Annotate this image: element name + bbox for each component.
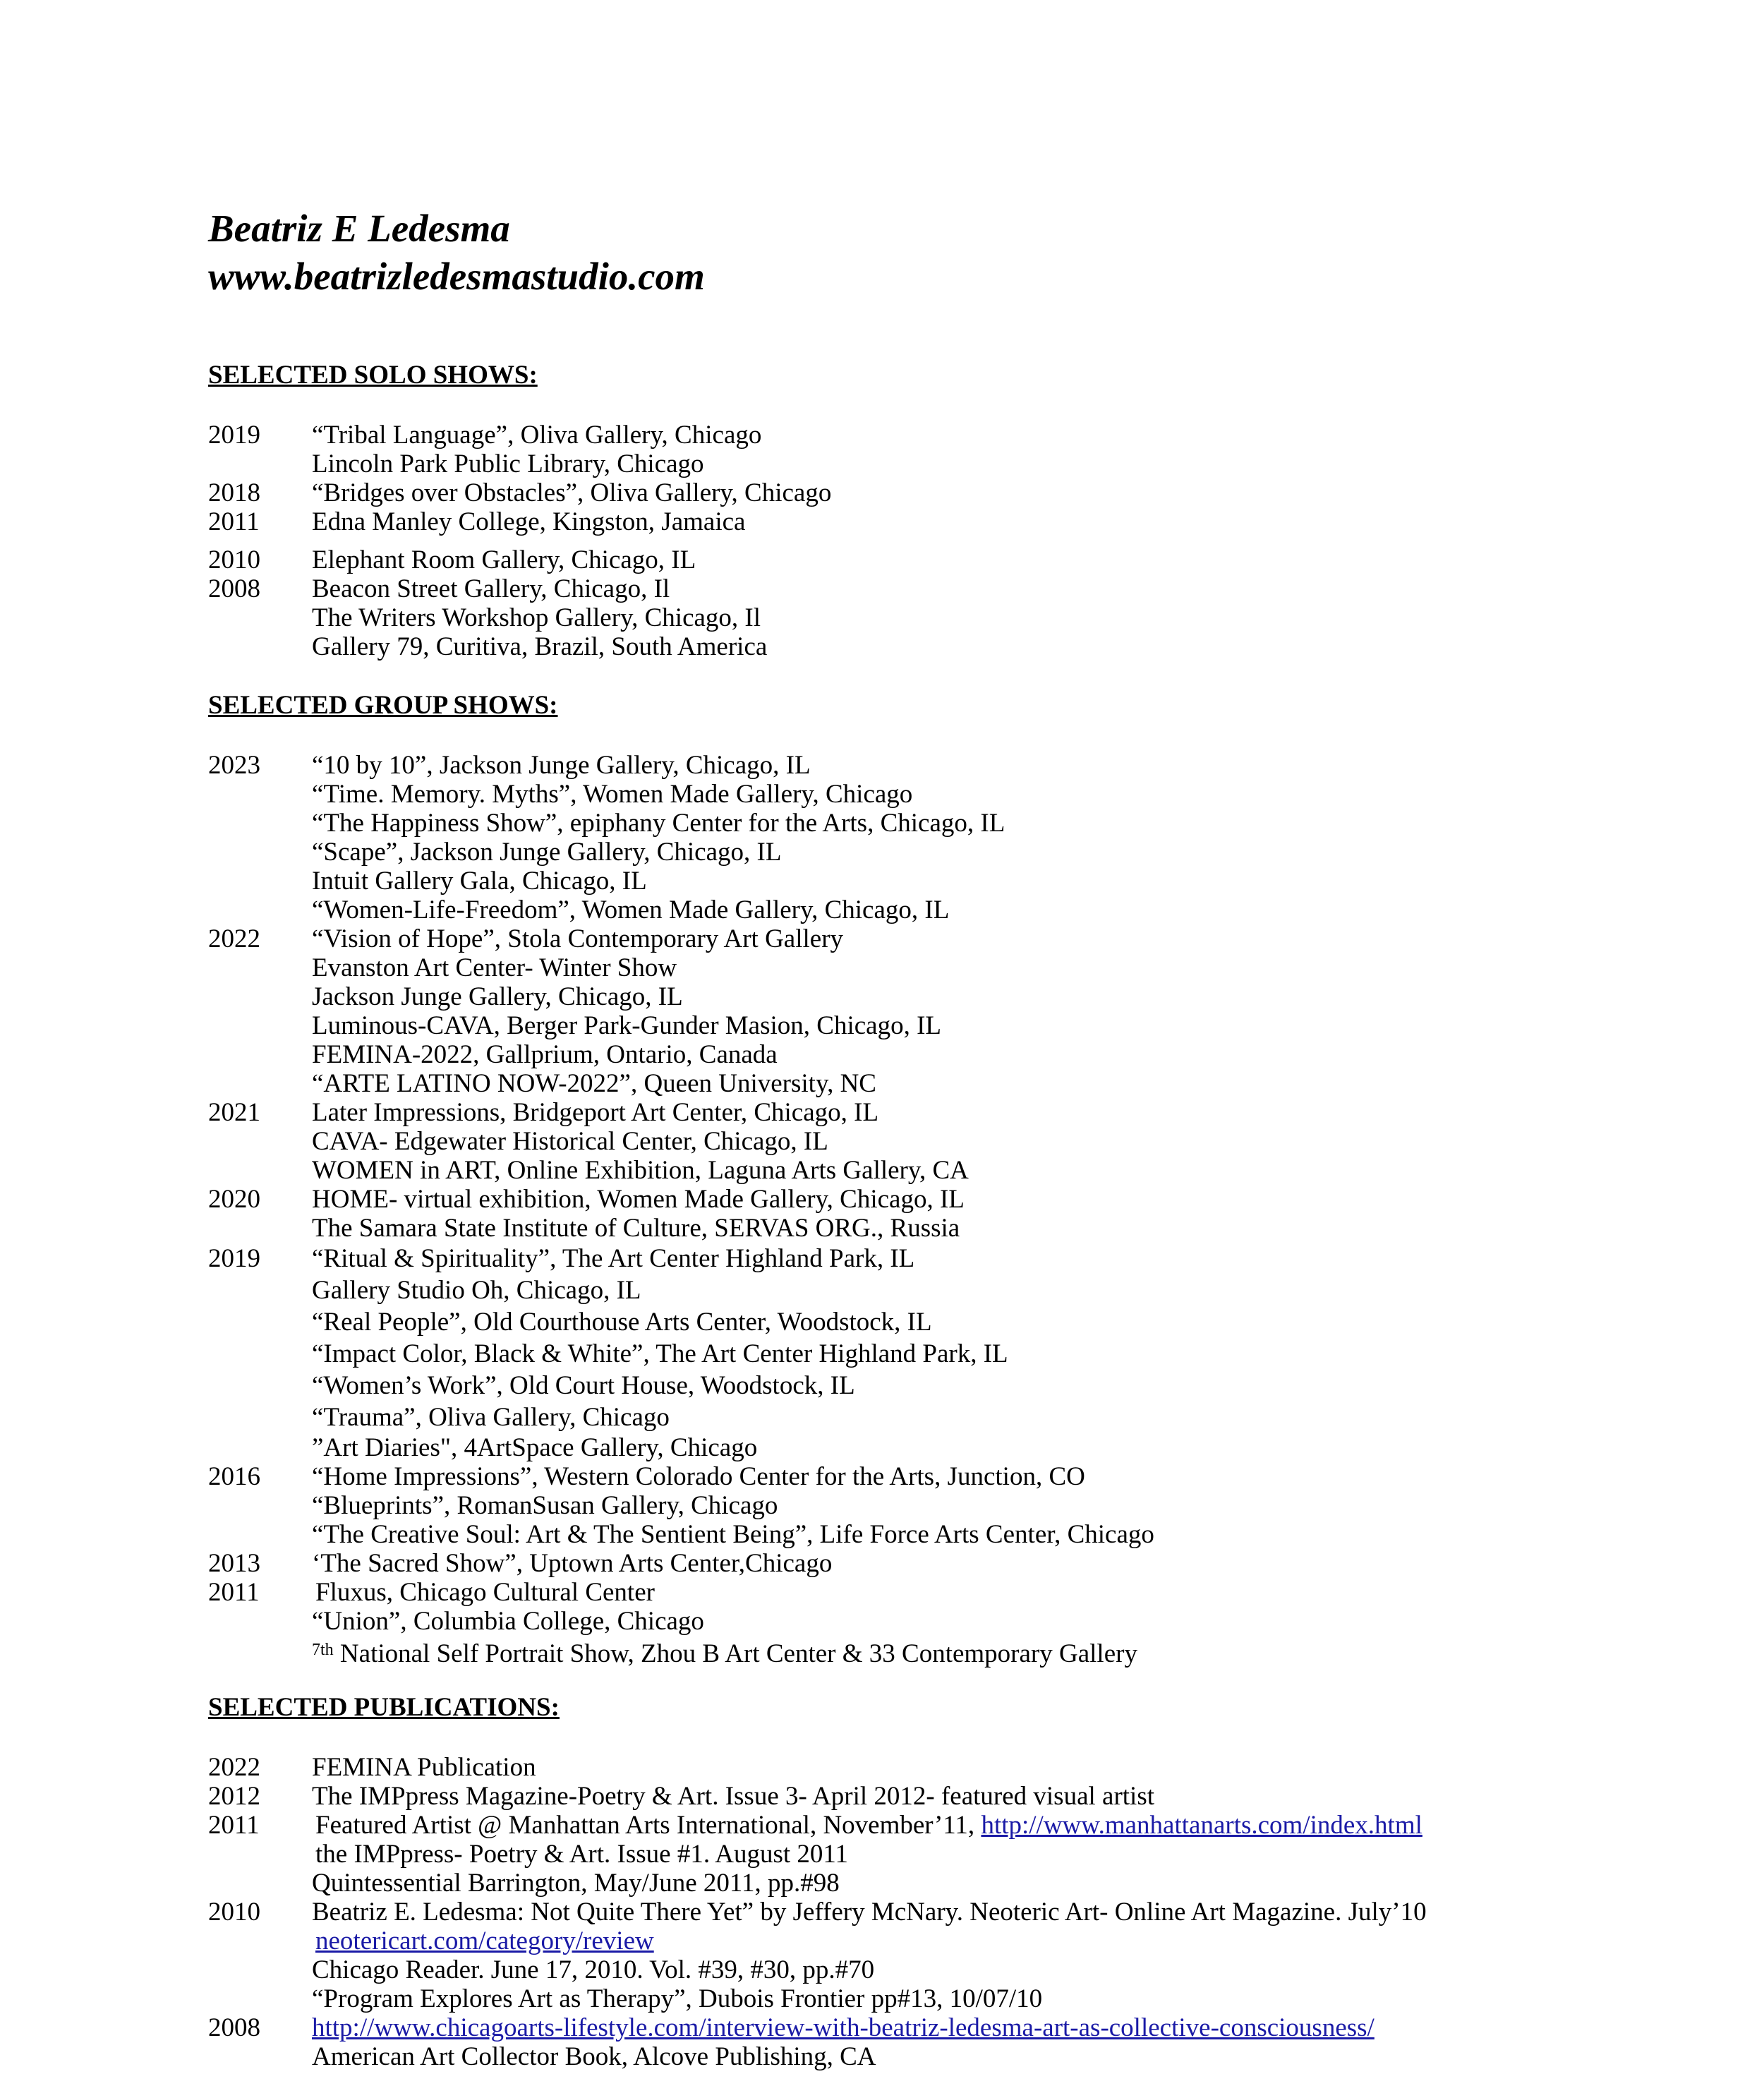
entry-text: “Program Explores Art as Therapy”, Dubois Frontier pp#13, 10/07/10: [312, 1984, 1043, 2013]
entry-text: “Ritual & Spirituality”, The Art Center Highland Park, IL: [312, 1244, 915, 1273]
list-item: [208, 2013, 1725, 2042]
entry-text-body: Featured Artist @ Manhattan Arts International, November’11,: [315, 1811, 981, 1840]
list-item: [208, 1462, 1725, 1491]
entry-text: The IMPpress Magazine-Poetry & Art. Issue 3- April 2012- featured visual artist: [312, 1782, 1155, 1811]
entry-text: “Vision of Hope”, Stola Contemporary Art Gallery: [312, 924, 844, 953]
list-item: [208, 1185, 1725, 1214]
entry-text: Intuit Gallery Gala, Chicago, IL: [312, 867, 647, 896]
entry-text: FEMINA Publication: [312, 1753, 536, 1782]
entry-text: Chicago Reader. June 17, 2010. Vol. #39, #30, pp.#70: [312, 1955, 875, 1984]
manhattan-arts-link[interactable]: http://www.manhattanarts.com/index.html: [981, 1811, 1422, 1840]
list-item: [208, 867, 1725, 896]
entry-text: “Women-Life-Freedom”, Women Made Gallery, Chicago, IL: [312, 896, 950, 924]
ordinal-digit: 7: [312, 1641, 320, 1659]
list-item: [208, 1753, 1725, 1782]
solo-shows-list: [208, 421, 1725, 661]
list-item: [208, 953, 1725, 982]
entry-text: “Bridges over Obstacles”, Oliva Gallery, Chicago: [312, 478, 832, 507]
entry-text: “Impact Color, Black & White”, The Art Center Highland Park, IL: [312, 1339, 1008, 1368]
list-item: [208, 1898, 1725, 1927]
entry-text: “ARTE LATINO NOW-2022”, Queen University, NC: [312, 1069, 876, 1098]
entry-text: WOMEN in ART, Online Exhibition, Laguna Arts Gallery, CA: [312, 1156, 969, 1185]
list-item: [208, 1636, 1725, 1668]
list-item: [208, 1984, 1725, 2013]
list-item: [208, 982, 1725, 1011]
entry-text: “Home Impressions”, Western Colorado Center for the Arts, Junction, CO: [312, 1462, 1085, 1491]
entry-year: 2008: [208, 2013, 260, 2042]
list-item: [208, 1811, 1725, 1840]
list-item: [208, 507, 1725, 536]
entry-year: 2021: [208, 1098, 260, 1127]
entry-year: 2011: [208, 507, 260, 536]
list-item: [208, 632, 1725, 661]
list-item: [208, 2042, 1725, 2071]
entry-text: “Tribal Language”, Oliva Gallery, Chicago: [312, 421, 762, 450]
list-item: [208, 1520, 1725, 1549]
list-item: [208, 780, 1725, 809]
entry-text: “Scape”, Jackson Junge Gallery, Chicago, IL: [312, 838, 782, 867]
chicagoarts-lifestyle-link[interactable]: http://www.chicagoarts-lifestyle.com/interview-with-beatriz-ledesma-art-as-collective-consciousness/: [312, 2013, 1375, 2042]
list-item: [208, 1840, 1725, 1869]
list-item: [208, 1491, 1725, 1520]
cv-header: [208, 205, 705, 301]
entry-year: 2011: [208, 1811, 260, 1840]
solo-shows-heading: SELECTED SOLO SHOWS:: [208, 361, 538, 390]
group-shows-heading: SELECTED GROUP SHOWS:: [208, 691, 558, 720]
list-item: [208, 478, 1725, 507]
entry-year: 2019: [208, 1244, 260, 1273]
list-item: [208, 1338, 1725, 1370]
entry-year: 2010: [208, 545, 260, 574]
entry-text: HOME- virtual exhibition, Women Made Gallery, Chicago, IL: [312, 1185, 965, 1214]
entry-text: “The Creative Soul: Art & The Sentient Being”, Life Force Arts Center, Chicago: [312, 1520, 1154, 1549]
list-item: [208, 1156, 1725, 1185]
entry-text: “Trauma”, Oliva Gallery, Chicago: [312, 1403, 670, 1432]
entry-text: “Time. Memory. Myths”, Women Made Gallery, Chicago: [312, 780, 913, 809]
artist-website[interactable]: www.beatrizledesmastudio.com: [208, 255, 705, 298]
entry-year: 2023: [208, 751, 260, 780]
entry-text: Fluxus, Chicago Cultural Center: [315, 1578, 655, 1607]
entry-text: “10 by 10”, Jackson Junge Gallery, Chicago, IL: [312, 751, 811, 780]
list-item: [208, 838, 1725, 867]
list-item: [208, 1243, 1725, 1274]
list-item: [208, 1306, 1725, 1338]
list-item: [208, 1040, 1725, 1069]
publications-heading: SELECTED PUBLICATIONS:: [208, 1693, 560, 1722]
list-item: [208, 1869, 1725, 1898]
list-item: [208, 574, 1725, 603]
entry-text: Later Impressions, Bridgeport Art Center, Chicago, IL: [312, 1098, 879, 1127]
entry-text: Edna Manley College, Kingston, Jamaica: [312, 507, 746, 536]
list-item: [208, 1127, 1725, 1156]
entry-year: 2018: [208, 478, 260, 507]
list-item: [208, 545, 1725, 574]
entry-text: FEMINA-2022, Gallprium, Ontario, Canada: [312, 1040, 778, 1069]
entry-year: 2010: [208, 1898, 260, 1927]
list-item: [208, 1607, 1725, 1636]
entry-year: 2022: [208, 924, 260, 953]
entry-text: [315, 1927, 654, 1955]
entry-year: 2008: [208, 574, 260, 603]
ordinal-number: [312, 1641, 334, 1659]
list-item: [208, 1927, 1725, 1955]
entry-text: “Real People”, Old Courthouse Arts Center, Woodstock, IL: [312, 1308, 932, 1337]
list-item: [208, 896, 1725, 924]
entry-text: ‘The Sacred Show”, Uptown Arts Center,Chicago: [312, 1549, 833, 1578]
entry-text: “Union”, Columbia College, Chicago: [312, 1607, 704, 1636]
list-item: [208, 751, 1725, 780]
entry-text: CAVA- Edgewater Historical Center, Chicago, IL: [312, 1127, 828, 1156]
entry-text: [315, 1811, 1422, 1840]
entry-text: The Samara State Institute of Culture, SERVAS ORG., Russia: [312, 1214, 960, 1243]
neotericart-link[interactable]: neotericart.com/category/review: [315, 1927, 654, 1955]
list-item: [208, 1433, 1725, 1462]
list-item: [208, 809, 1725, 838]
entry-year: 2016: [208, 1462, 260, 1491]
ordinal-suffix: th: [320, 1641, 334, 1659]
list-item: [208, 1069, 1725, 1098]
entry-text: Jackson Junge Gallery, Chicago, IL: [312, 982, 683, 1011]
list-item: [208, 1549, 1725, 1578]
entry-text: [312, 1636, 1137, 1668]
list-item: [208, 1370, 1725, 1401]
list-item: [208, 1011, 1725, 1040]
entry-text: “Blueprints”, RomanSusan Gallery, Chicago: [312, 1491, 778, 1520]
entry-text: Evanston Art Center- Winter Show: [312, 953, 677, 982]
entry-year: 2022: [208, 1753, 260, 1782]
list-item: [208, 1578, 1725, 1607]
entry-text: Lincoln Park Public Library, Chicago: [312, 450, 704, 478]
entry-text: Gallery Studio Oh, Chicago, IL: [312, 1276, 641, 1305]
list-item: [208, 1274, 1725, 1306]
list-item: [208, 1098, 1725, 1127]
publications-list: [208, 1753, 1725, 2071]
entry-text: “The Happiness Show”, epiphany Center for the Arts, Chicago, IL: [312, 809, 1005, 838]
list-item: [208, 1782, 1725, 1811]
entry-text: ”Art Diaries", 4ArtSpace Gallery, Chicago: [312, 1433, 758, 1462]
list-item: [208, 421, 1725, 450]
artist-name: Beatriz E Ledesma: [208, 207, 510, 250]
group-shows-list: [208, 751, 1725, 1668]
entry-year: 2019: [208, 421, 260, 450]
entry-text: Quintessential Barrington, May/June 2011, pp.#98: [312, 1869, 840, 1898]
entry-year: 2013: [208, 1549, 260, 1578]
entry-text: “Women’s Work”, Old Court House, Woodstock, IL: [312, 1371, 855, 1400]
entry-text: [312, 2013, 1375, 2042]
list-item: [208, 1955, 1725, 1984]
entry-year: 2012: [208, 1782, 260, 1811]
entry-year: 2011: [208, 1578, 260, 1607]
entry-text: Elephant Room Gallery, Chicago, IL: [312, 545, 696, 574]
entry-text: American Art Collector Book, Alcove Publishing, CA: [312, 2042, 876, 2071]
entry-text: the IMPpress- Poetry & Art. Issue #1. August 2011: [315, 1840, 849, 1869]
list-item: [208, 1214, 1725, 1243]
entry-text: Luminous-CAVA, Berger Park-Gunder Masion, Chicago, IL: [312, 1011, 942, 1040]
entry-text: Beatriz E. Ledesma: Not Quite There Yet” by Jeffery McNary. Neoteric Art- Online Art Magazine. July’10: [312, 1898, 1427, 1927]
list-item: [208, 603, 1725, 632]
list-item: [208, 1401, 1725, 1433]
entry-text: Gallery 79, Curitiva, Brazil, South America: [312, 632, 768, 661]
entry-text-body: National Self Portrait Show, Zhou B Art Center & 33 Contemporary Gallery: [333, 1639, 1137, 1668]
entry-text: Beacon Street Gallery, Chicago, Il: [312, 574, 670, 603]
list-item: [208, 450, 1725, 478]
entry-text: The Writers Workshop Gallery, Chicago, Il: [312, 603, 761, 632]
list-item: [208, 924, 1725, 953]
entry-year: 2020: [208, 1185, 260, 1214]
